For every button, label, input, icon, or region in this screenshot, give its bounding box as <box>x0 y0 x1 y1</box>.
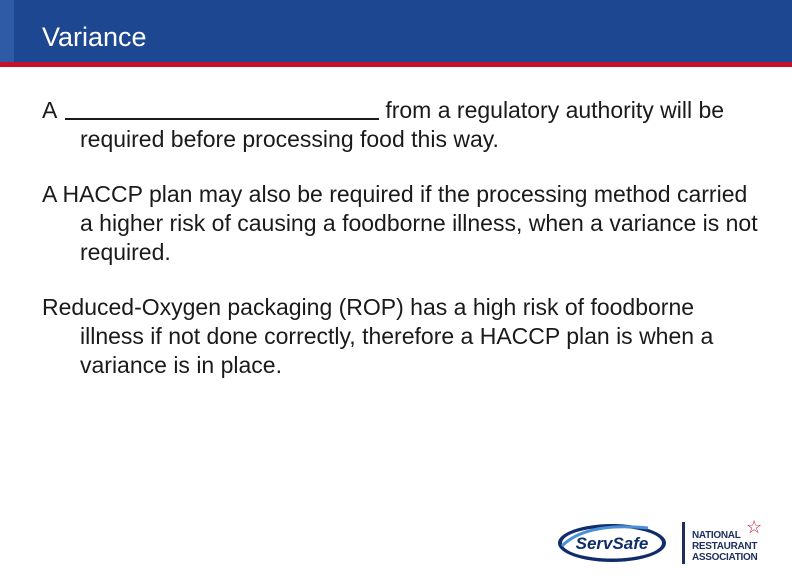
nra-line-2: RESTAURANT <box>692 541 758 552</box>
title-bar <box>0 0 792 62</box>
paragraph-rop: Reduced-Oxygen packaging (ROP) has a high risk of foodborne illness if not done correctly, therefore a HACCP plan is when a variance is in place. <box>42 294 714 378</box>
slide-body <box>42 96 762 406</box>
paragraph-prefix: A <box>42 97 58 123</box>
nra-logo-text <box>692 530 757 563</box>
paragraph-variance-blank <box>42 96 762 154</box>
nra-logo-bar <box>682 522 685 564</box>
slide-title: Variance <box>42 22 147 52</box>
nra-line-1: NATIONAL <box>692 530 741 541</box>
star-icon: ☆ <box>746 517 763 537</box>
svg-text:ServSafe: ServSafe <box>575 534 649 553</box>
servsafe-logo <box>556 518 672 566</box>
fill-in-blank <box>65 96 379 120</box>
paragraph-haccp: A HACCP plan may also be required if the processing method carried a higher risk of causing a foodborne illness, when a variance is not required. <box>42 181 758 265</box>
nra-line-3: ASSOCIATION <box>692 552 758 563</box>
nra-logo <box>678 518 790 566</box>
title-divider <box>0 62 792 67</box>
paragraph-suffix: from a regulatory authority will be required before processing food this way. <box>80 97 725 152</box>
title-bar-accent <box>0 0 14 62</box>
